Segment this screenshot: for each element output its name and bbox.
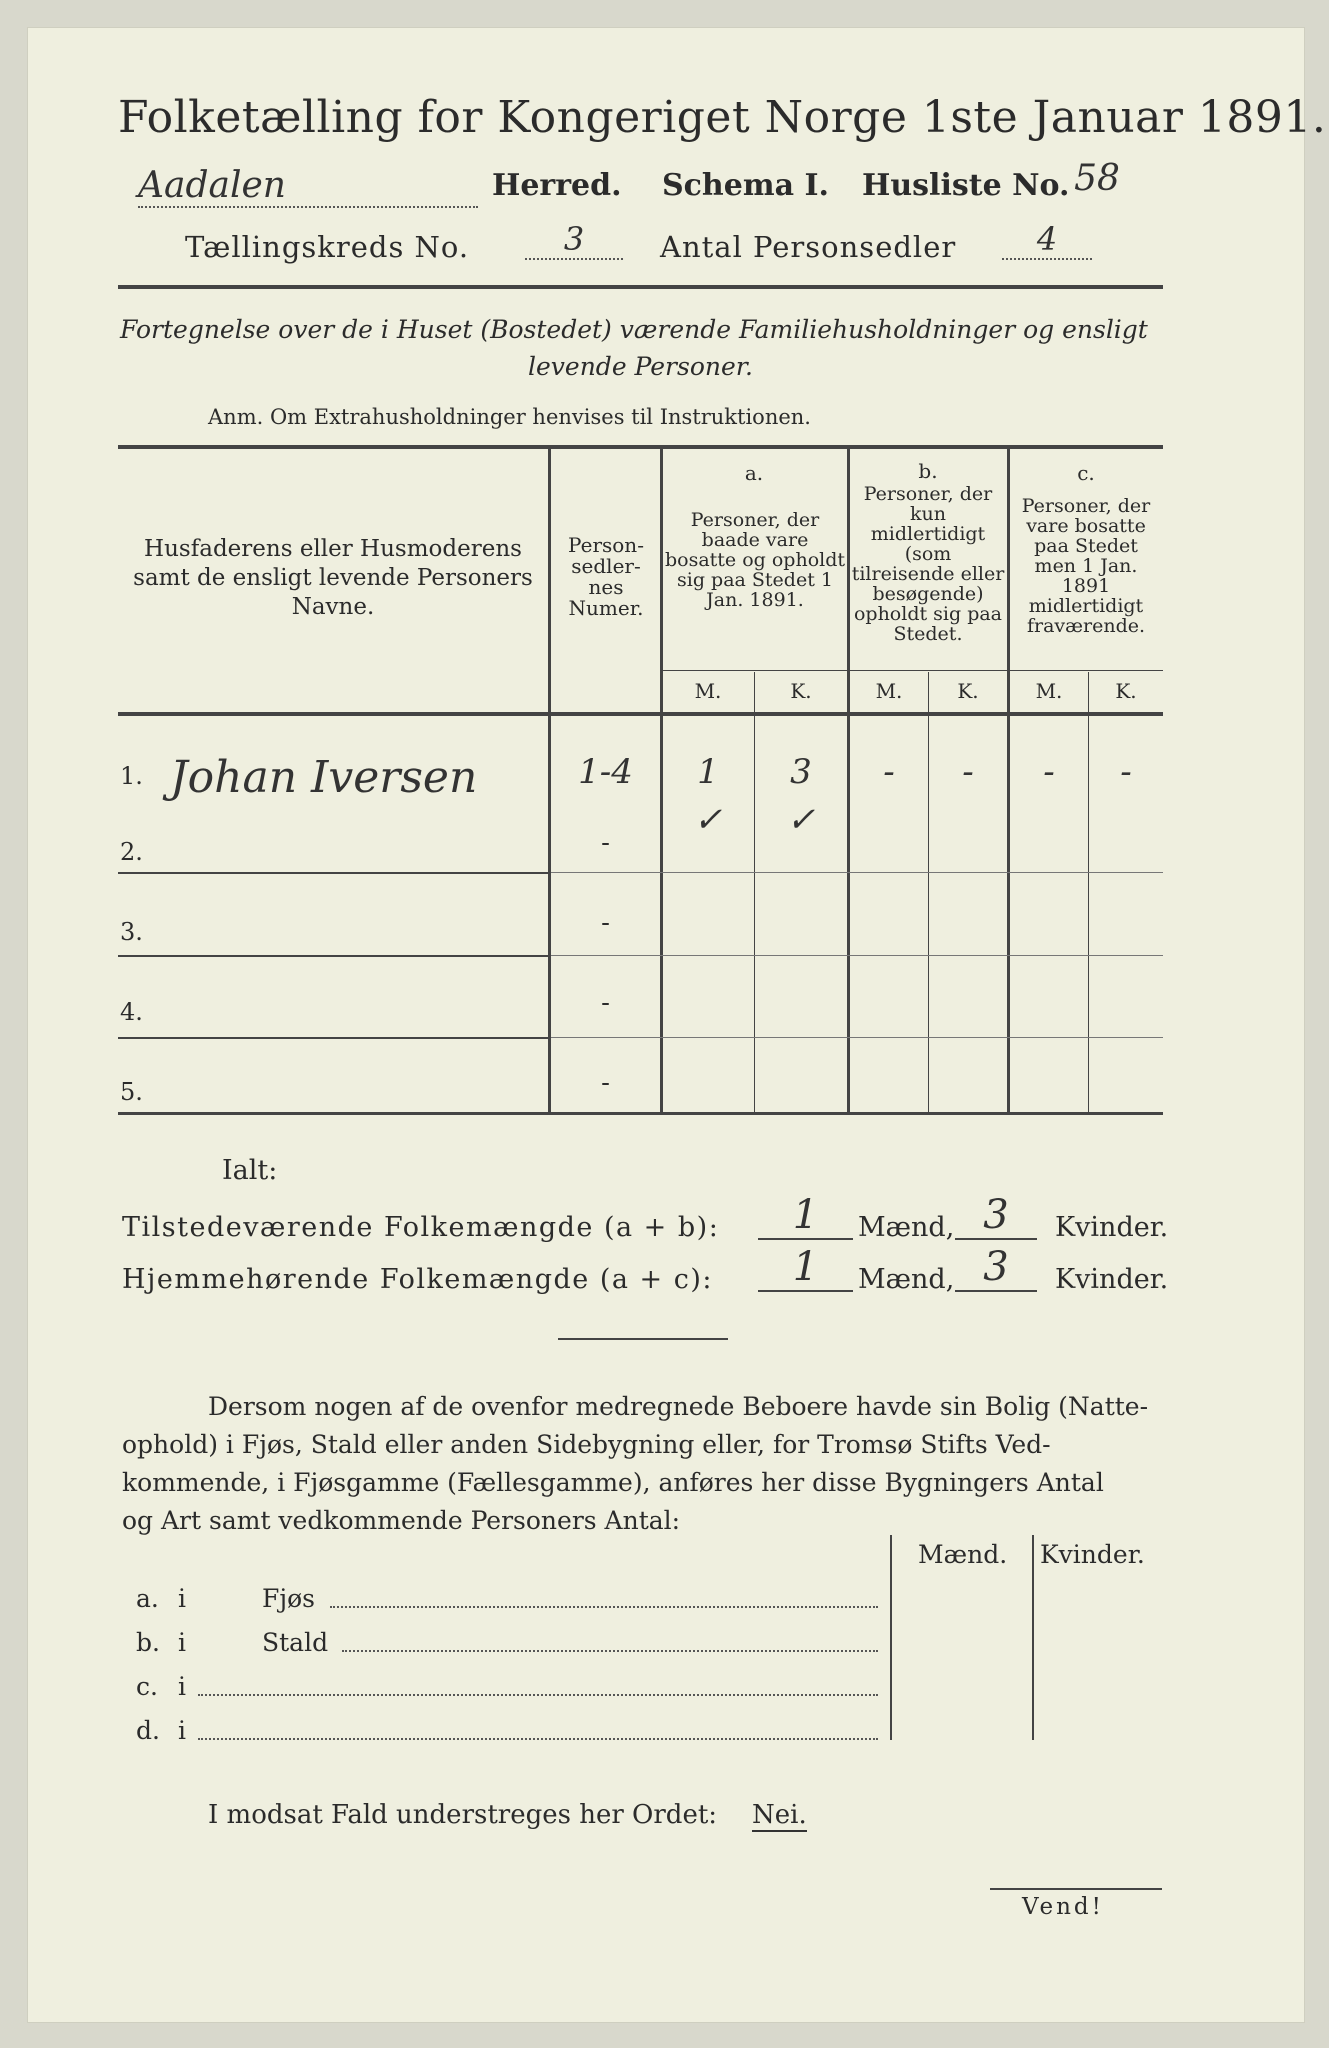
para-line2: ophold) i Fjøs, Stald eller anden Sidebygning eller, for Tromsø Stifts Ved- xyxy=(122,1430,1051,1459)
intro-line1: Fortegnelse over de i Huset (Bostedet) værende Familiehusholdninger og ensligt xyxy=(120,315,1148,344)
row-number: 5. xyxy=(120,1078,143,1106)
row-number: 1. xyxy=(120,762,143,790)
row-number: 3. xyxy=(120,918,143,946)
kreds-value: 3 xyxy=(525,220,623,260)
separator-rule xyxy=(558,1338,728,1340)
item-label: Stald xyxy=(262,1628,329,1657)
k-label: K. xyxy=(790,679,812,703)
col-header-a: Personer, der baade vare bosatte og opholdt sig paa Stedet 1 Jan. 1891. xyxy=(664,509,846,611)
outbuilding-divider xyxy=(890,1535,892,1740)
col-subdivider xyxy=(928,672,929,1114)
para-line1: Dersom nogen af de ovenfor medregnede Beboere havde sin Bolig (Natte- xyxy=(208,1392,1149,1421)
numer-cell: - xyxy=(601,988,610,1018)
col-c-letter: c. xyxy=(1077,461,1095,485)
b-k-cell: - xyxy=(962,752,974,792)
numer-cell: - xyxy=(601,908,610,938)
numer-cell: 1-4 xyxy=(578,752,633,792)
item-prep: i xyxy=(178,1584,186,1613)
a-k-cell: 3 xyxy=(790,752,812,792)
col-header-numer: Person-sedler-nes Numer. xyxy=(568,533,644,620)
col-header-name: Husfaderens eller Husmoderens samt de ensligt levende Personers Navne. xyxy=(133,536,533,620)
item-letter: d. xyxy=(136,1716,160,1745)
a-m-check: ✓ xyxy=(693,800,723,840)
col-header-c: Personer, der vare bosatte paa Stedet men 1 Jan. 1891 midlertidigt fraværende. xyxy=(1021,495,1151,637)
m-label: M. xyxy=(694,679,722,703)
numer-cell: - xyxy=(601,1068,610,1098)
item-fill-line xyxy=(330,1606,878,1608)
a-k-check: ✓ xyxy=(786,800,816,840)
maend-col-header: Mænd. xyxy=(918,1540,1008,1569)
kreds-label: Tællingskreds No. xyxy=(185,230,470,264)
b-m-cell: - xyxy=(883,752,895,792)
mk-rule xyxy=(660,670,1163,671)
col-b-letter: b. xyxy=(918,459,938,483)
vend-text: Vend! xyxy=(1022,1894,1104,1920)
tilstede-label: Tilstedeværende Folkemængde (a + b): xyxy=(122,1212,720,1243)
item-letter: c. xyxy=(136,1672,158,1701)
item-fill-line xyxy=(198,1694,878,1696)
form-title: Folketælling for Kongeriget Norge 1ste Januar 1891. xyxy=(118,92,1327,143)
item-prep: i xyxy=(178,1716,186,1745)
k-label: K. xyxy=(1115,679,1137,703)
maend-label: Mænd, xyxy=(858,1264,955,1295)
row-number: 4. xyxy=(120,998,143,1026)
hjemme-maend-value: 1 xyxy=(758,1244,853,1292)
item-letter: b. xyxy=(136,1628,160,1657)
c-m-cell: - xyxy=(1043,752,1055,792)
person-name: Johan Iversen xyxy=(170,752,478,803)
vend-rule xyxy=(990,1888,1162,1890)
col-header-b: Personer, der kun midlertidigt (som tilreisende eller besøgende) opholdt sig paa Stedet. xyxy=(851,483,1005,645)
col-subdivider xyxy=(1088,672,1089,1114)
item-label: Fjøs xyxy=(262,1584,315,1613)
c-k-cell: - xyxy=(1120,752,1132,792)
nei-word: Nei. xyxy=(752,1800,807,1830)
row-line xyxy=(551,955,1163,956)
item-letter: a. xyxy=(136,1584,159,1613)
row-line xyxy=(118,1037,548,1039)
para-line3: kommende, i Fjøsgamme (Fællesgamme), anføres her disse Bygningers Antal xyxy=(122,1468,1104,1497)
husliste-value: 58 xyxy=(1074,158,1120,199)
item-fill-line xyxy=(342,1650,878,1652)
para-line4: og Art samt vedkommende Personers Antal: xyxy=(122,1506,681,1535)
husliste-label: Husliste No. xyxy=(862,168,1070,203)
row-line xyxy=(551,1037,1163,1038)
item-prep: i xyxy=(178,1628,186,1657)
anm-note: Anm. Om Extrahusholdninger henvises til Instruktionen. xyxy=(208,405,811,429)
header-rule xyxy=(118,285,1163,289)
m-label: M. xyxy=(875,679,903,703)
herred-value: Aadalen xyxy=(138,165,478,208)
kvinder-label: Kvinder. xyxy=(1055,1264,1169,1295)
antal-label: Antal Personsedler xyxy=(660,230,957,264)
schema-label: Schema I. xyxy=(662,168,829,203)
herred-label: Herred. xyxy=(492,168,622,203)
hjemme-label: Hjemmehørende Folkemængde (a + c): xyxy=(122,1264,713,1295)
ialt-label: Ialt: xyxy=(222,1155,278,1186)
item-prep: i xyxy=(178,1672,186,1701)
kvinder-label: Kvinder. xyxy=(1055,1212,1169,1243)
numer-cell: - xyxy=(601,828,610,858)
tilstede-maend-value: 1 xyxy=(758,1192,853,1240)
col-a-letter: a. xyxy=(744,461,764,485)
tilstede-kvinder-value: 3 xyxy=(955,1192,1037,1240)
k-label: K. xyxy=(957,679,979,703)
maend-label: Mænd, xyxy=(858,1212,955,1243)
antal-value: 4 xyxy=(1002,220,1092,260)
kvinder-col-header: Kvinder. xyxy=(1040,1540,1145,1569)
item-fill-line xyxy=(198,1738,878,1740)
row-line xyxy=(118,872,548,874)
m-label: M. xyxy=(1035,679,1063,703)
row-line xyxy=(551,872,1163,873)
col-subdivider xyxy=(754,672,755,1114)
hjemme-kvinder-value: 3 xyxy=(955,1244,1037,1292)
row-number: 2. xyxy=(120,838,143,866)
modsat-text: I modsat Fald understreges her Ordet: xyxy=(208,1800,718,1830)
row-line xyxy=(118,955,548,957)
intro-line2: levende Personer. xyxy=(528,352,753,381)
a-m-cell: 1 xyxy=(697,752,719,792)
outbuilding-divider xyxy=(1032,1535,1034,1740)
